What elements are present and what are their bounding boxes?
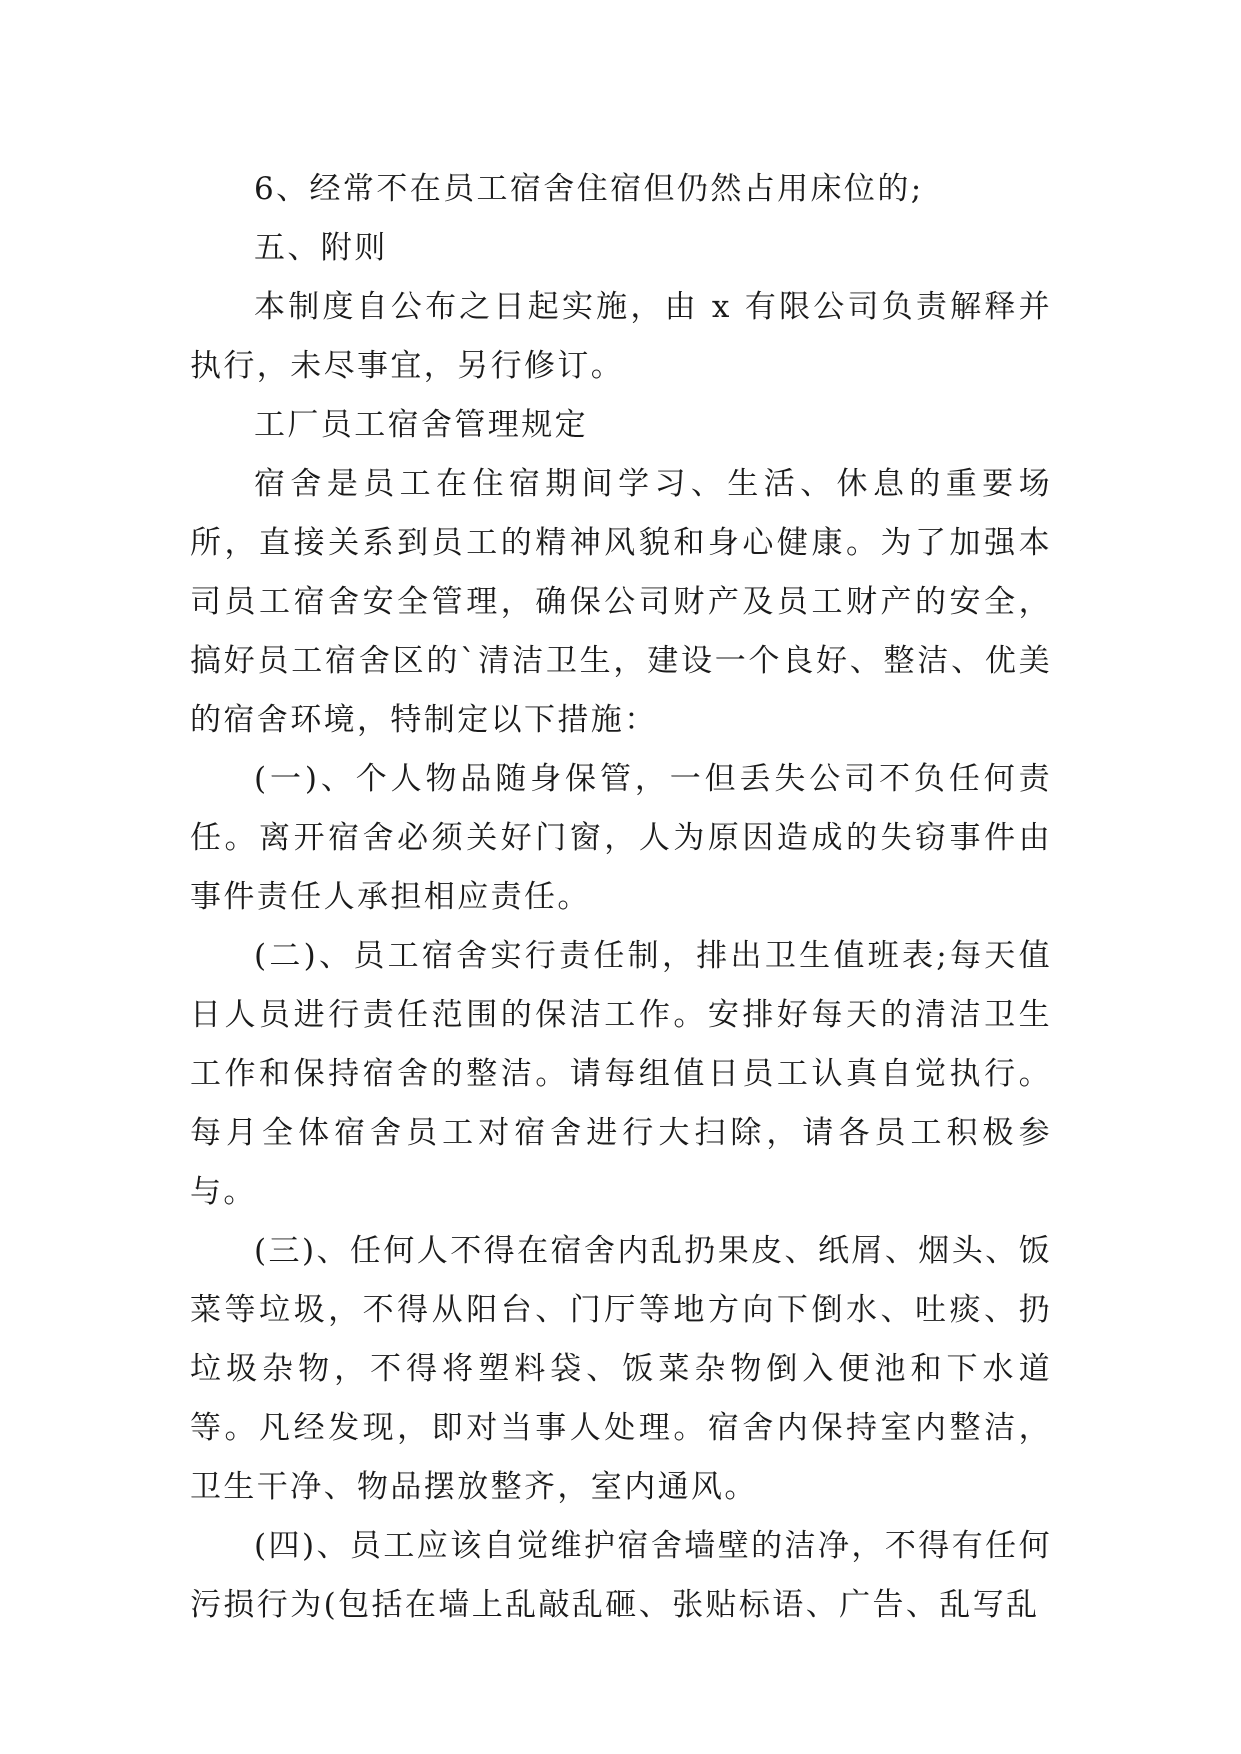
section-heading-appendix: 五、附则: [254, 230, 388, 266]
paragraph-rule-2: (二)、员工宿舍实行责任制，排出卫生值班表;每天值日人员进行责任范围的保洁工作。安排好每天的清洁卫生工作和保持宿舍的整洁。请每组值日员工认真自觉执行。每月全体宿舍员工对宿舍进行大扫除，请各员工积极参与。: [190, 938, 1052, 1210]
paragraph-rule-3: (三)、任何人不得在宿舍内乱扔果皮、纸屑、烟头、饭菜等垃圾，不得从阳台、门厅等地方向下倒水、吐痰、扔垃圾杂物，不得将塑料袋、饭菜杂物倒入便池和下水道等。凡经发现，即对当事人处理。宿舍内保持室内整洁，卫生干净、物品摆放整齐，室内通风。: [190, 1233, 1052, 1505]
paragraph-intro: 宿舍是员工在住宿期间学习、生活、休息的重要场所，直接关系到员工的精神风貌和身心健康。为了加强本司员工宿舍安全管理，确保公司财产及员工财产的安全，搞好员工宿舍区的`清洁卫生，建设一个良好、整洁、优美的宿舍环境，特制定以下措施：: [190, 466, 1052, 738]
document-title: 工厂员工宿舍管理规定: [254, 407, 588, 443]
document-body: [190, 160, 1052, 1635]
paragraph-item-6: 6、经常不在员工宿舍住宿但仍然占用床位的;: [254, 171, 924, 207]
paragraph-effective-date: 本制度自公布之日起实施，由 x 有限公司负责解释并执行，未尽事宜，另行修订。: [190, 289, 1052, 384]
paragraph-rule-4: (四)、员工应该自觉维护宿舍墙壁的洁净，不得有任何污损行为(包括在墙上乱敲乱砸、张贴标语、广告、乱写乱: [190, 1528, 1052, 1623]
paragraph-rule-1: (一)、个人物品随身保管，一但丢失公司不负任何责任。离开宿舍必须关好门窗，人为原因造成的失窃事件由事件责任人承担相应责任。: [190, 761, 1052, 915]
